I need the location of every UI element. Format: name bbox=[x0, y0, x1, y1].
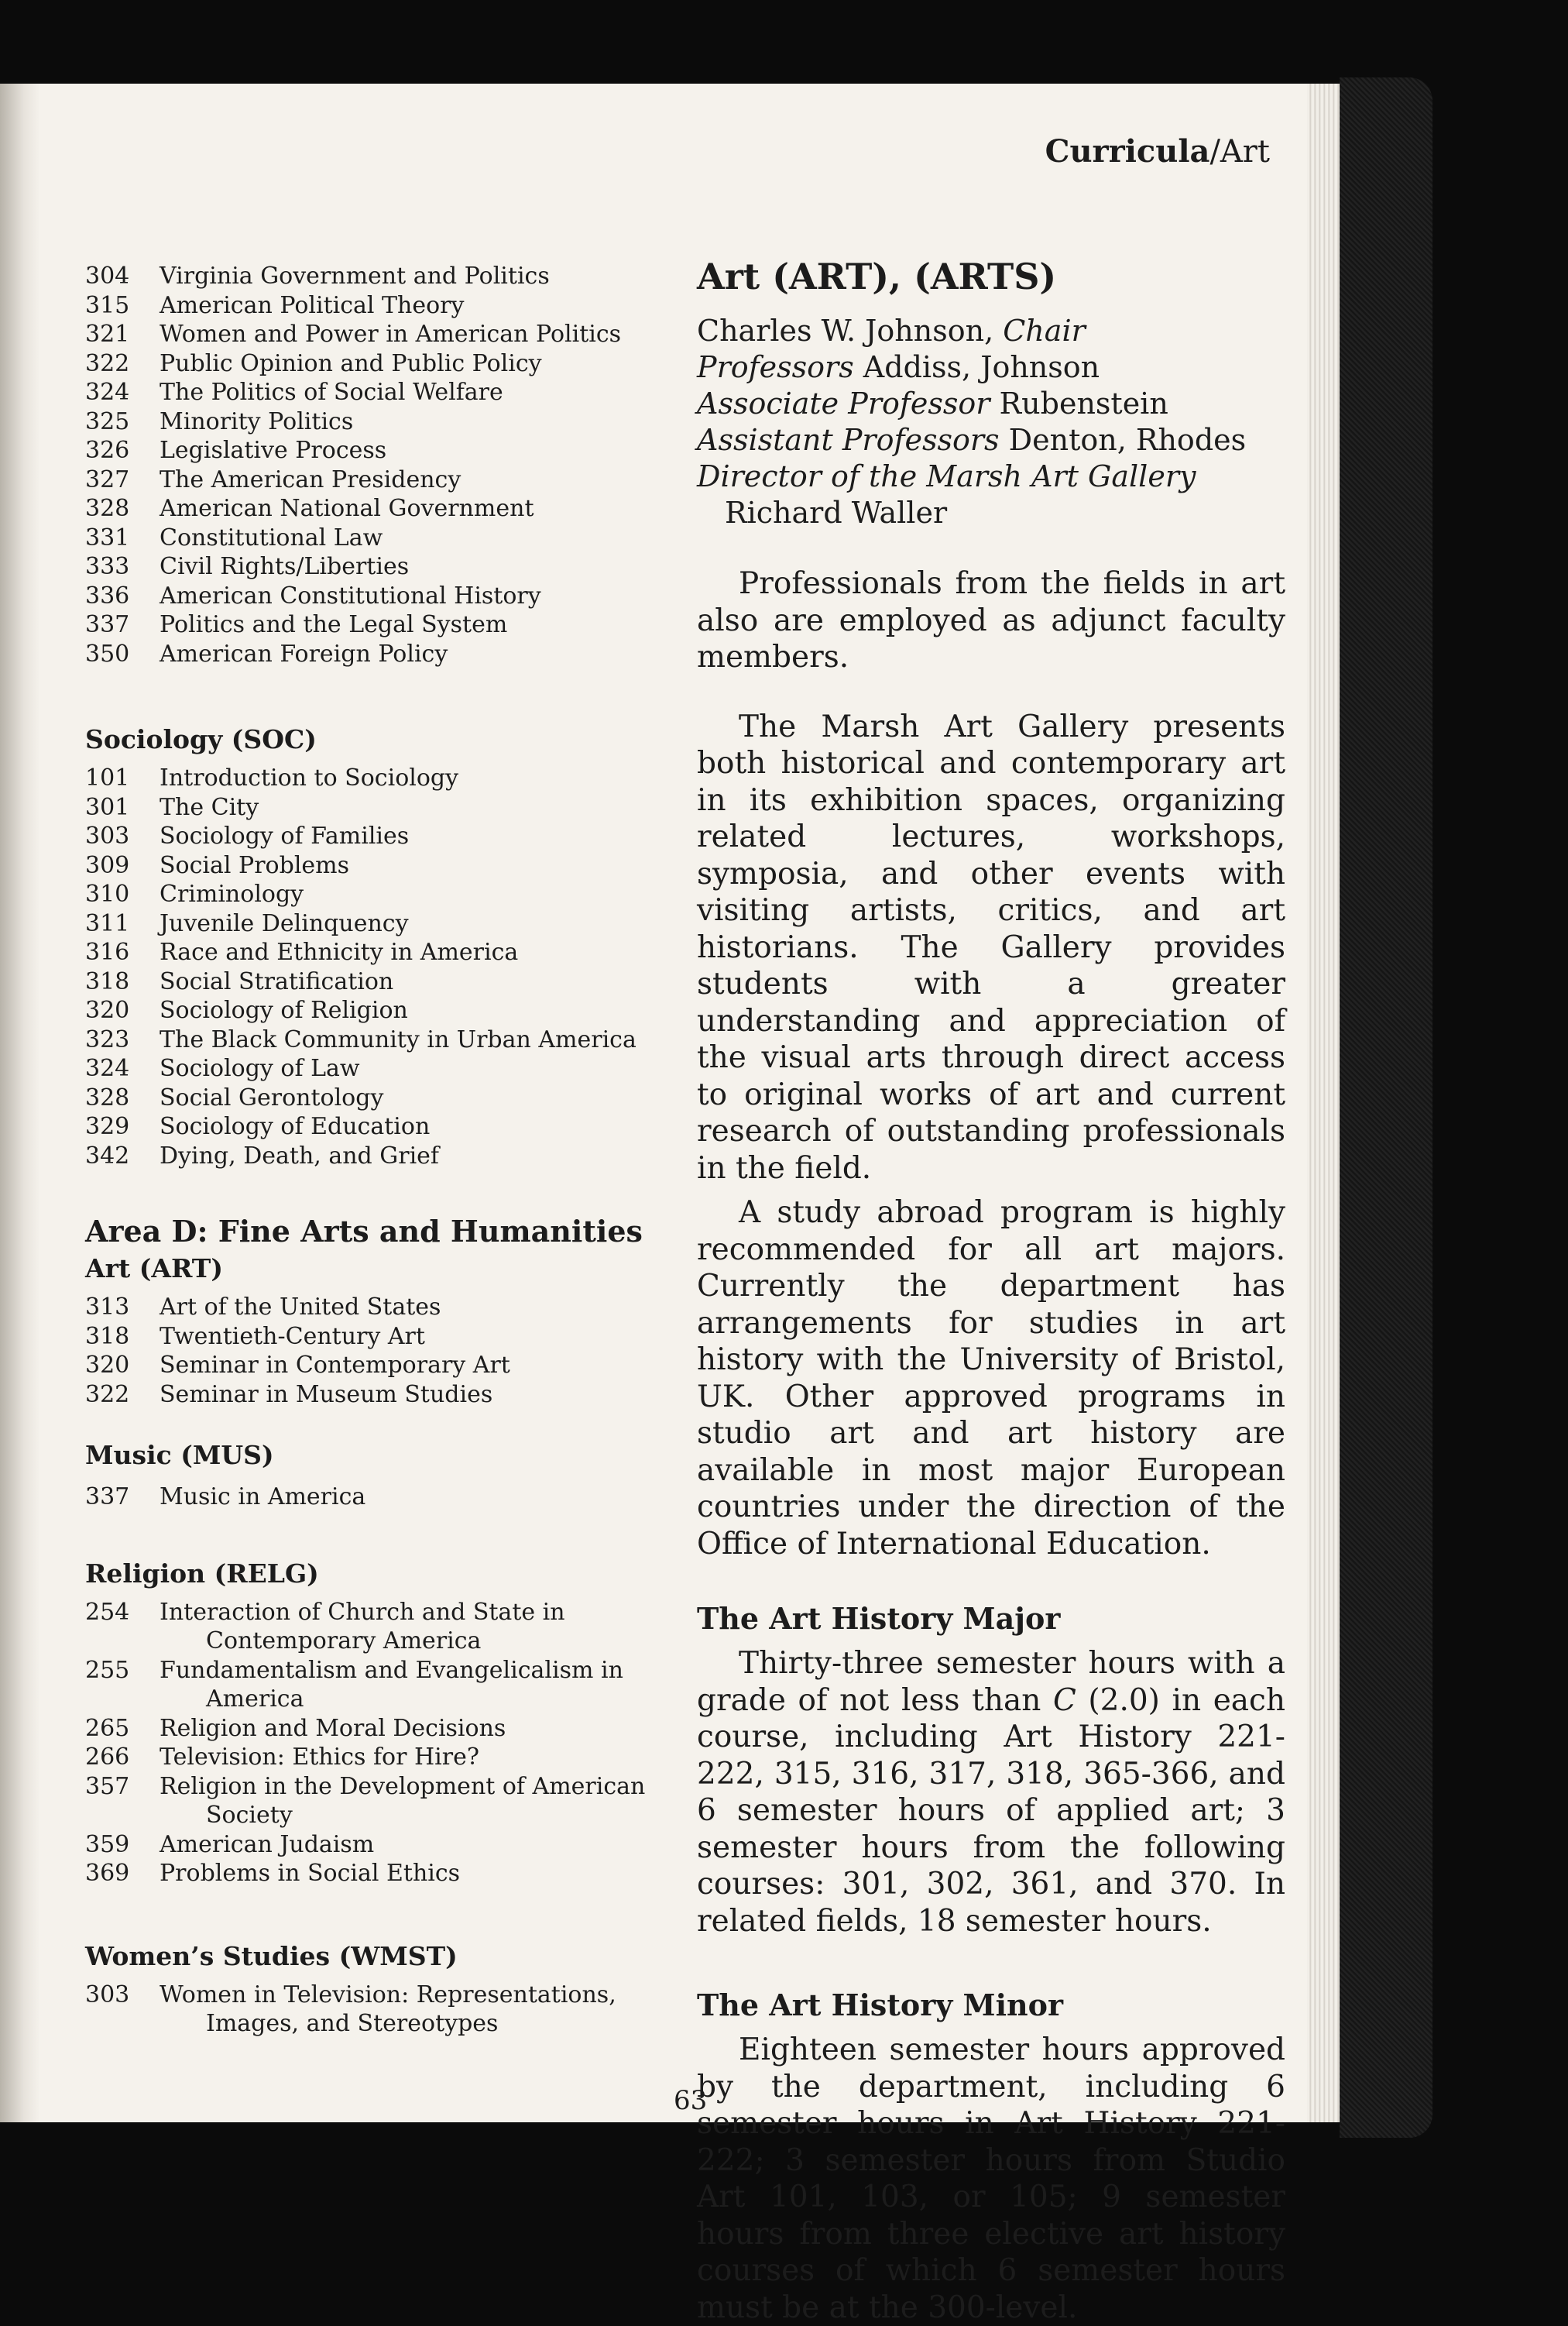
course-title: Public Opinion and Public Policy bbox=[160, 349, 542, 377]
course-number: 318 bbox=[85, 1322, 130, 1350]
course-title: Fundamentalism and Evangelicalism in America bbox=[160, 1656, 623, 1713]
course-entry bbox=[85, 1772, 674, 1830]
adjunct-paragraph: Professionals from the fields in art also are employed as adjunct faculty members. bbox=[697, 566, 1285, 675]
sociology-course-list bbox=[85, 764, 674, 1170]
religion-heading: Religion (RELG) bbox=[85, 1558, 319, 1589]
course-title: The Black Community in Urban America bbox=[160, 1026, 636, 1053]
minor-paragraph: Eighteen semester hours approved by the department, including 6 semester hours in Art History 221-222; 3 semester hours from Studio Art 101, 103, or 105; 9 semester hours from three elective art history courses of which 6 semester hours must be at the 300-level. bbox=[697, 2032, 1285, 2325]
course-number: 313 bbox=[85, 1294, 130, 1321]
course-number: 318 bbox=[85, 967, 130, 995]
course-title: American Political Theory bbox=[160, 291, 465, 319]
course-title: Seminar in Museum Studies bbox=[160, 1380, 493, 1408]
course-entry bbox=[85, 1981, 674, 2039]
header-section: Curricula bbox=[1045, 133, 1210, 170]
page-fore-edge bbox=[1307, 84, 1340, 2122]
course-number: 322 bbox=[85, 349, 130, 377]
course-entry bbox=[85, 1714, 674, 1744]
course-title: Religion in the Development of American Society bbox=[160, 1772, 646, 1829]
womens-studies-course-list bbox=[85, 1981, 674, 2039]
course-number: 359 bbox=[85, 1830, 130, 1858]
course-title: Social Gerontology bbox=[160, 1084, 384, 1111]
course-entry bbox=[85, 466, 674, 495]
course-entry bbox=[85, 1380, 674, 1410]
course-title: Twentieth-Century Art bbox=[160, 1322, 425, 1350]
major-heading: The Art History Major bbox=[697, 1601, 1061, 1636]
associate-role: Associate Professor bbox=[697, 387, 990, 421]
course-title: Religion and Moral Decisions bbox=[160, 1714, 506, 1742]
course-entry bbox=[85, 1656, 674, 1714]
course-entry bbox=[85, 764, 674, 793]
course-title: Social Problems bbox=[160, 851, 350, 879]
course-title: Women and Power in American Politics bbox=[160, 321, 622, 348]
professors-role: Professors bbox=[697, 350, 854, 384]
course-entry bbox=[85, 909, 674, 939]
course-title: Social Stratification bbox=[160, 967, 394, 995]
course-number: 327 bbox=[85, 466, 130, 493]
course-entry bbox=[85, 793, 674, 823]
course-entry bbox=[85, 610, 674, 640]
assistant-names: Denton, Rhodes bbox=[999, 423, 1247, 457]
course-entry bbox=[85, 1598, 674, 1656]
course-number: 303 bbox=[85, 1981, 130, 2008]
major-paragraph bbox=[697, 1645, 1285, 1939]
faculty-list bbox=[697, 313, 1285, 531]
course-number: 266 bbox=[85, 1744, 130, 1771]
music-heading: Music (MUS) bbox=[85, 1440, 274, 1470]
course-number: 265 bbox=[85, 1714, 130, 1742]
course-number: 316 bbox=[85, 939, 130, 966]
course-title: American Constitutional History bbox=[160, 582, 541, 610]
music-course-list bbox=[85, 1483, 674, 1512]
course-entry bbox=[85, 1084, 674, 1113]
course-title: Problems in Social Ethics bbox=[160, 1860, 461, 1887]
course-entry bbox=[85, 524, 674, 553]
course-number: 336 bbox=[85, 582, 130, 610]
course-entry bbox=[85, 320, 674, 349]
course-entry bbox=[85, 967, 674, 997]
faculty-director bbox=[697, 459, 1285, 531]
religion-course-list bbox=[85, 1598, 674, 1888]
course-number: 309 bbox=[85, 851, 130, 879]
course-number: 255 bbox=[85, 1656, 130, 1684]
course-number: 328 bbox=[85, 1084, 130, 1111]
course-entry bbox=[85, 436, 674, 466]
course-number: 357 bbox=[85, 1772, 130, 1800]
major-grade: C bbox=[1052, 1682, 1076, 1718]
course-number: 337 bbox=[85, 611, 130, 638]
course-title: Minority Politics bbox=[160, 407, 354, 435]
study-abroad-paragraph: A study abroad program is highly recommended for all art majors. Currently the department has arrangements for studies in art history with the University of Bristol, UK. Other approved programs in studio art and art history are available in most major European countries under the direction of the Office of International Education. bbox=[697, 1195, 1285, 1562]
course-title: Sociology of Families bbox=[160, 823, 410, 850]
gallery-paragraph: The Marsh Art Gallery presents both historical and contemporary art in its exhibition spaces, organizing related lectures, workshops, symposia, and other events with visiting artists, critics, and art historians. The Gallery provides students with a greater understanding and appreciation of the visual arts through direct access to original works of art and current research of outstanding professionals in the field. bbox=[697, 709, 1285, 1186]
course-entry bbox=[85, 1483, 674, 1512]
faculty-professors bbox=[697, 349, 1285, 386]
course-title: Seminar in Contemporary Art bbox=[160, 1352, 510, 1379]
course-number: 321 bbox=[85, 321, 130, 348]
course-title: The Politics of Social Welfare bbox=[160, 379, 503, 406]
course-entry bbox=[85, 1293, 674, 1322]
course-entry bbox=[85, 407, 674, 437]
course-entry bbox=[85, 552, 674, 582]
faculty-associate bbox=[697, 386, 1285, 422]
course-entry bbox=[85, 262, 674, 291]
course-number: 310 bbox=[85, 881, 130, 908]
art-heading: Art (ART) bbox=[85, 1253, 223, 1283]
womens-studies-heading: Women’s Studies (WMST) bbox=[85, 1940, 458, 1971]
area-d-heading: Area D: Fine Arts and Humanities bbox=[85, 1214, 643, 1249]
course-entry bbox=[85, 291, 674, 321]
course-entry bbox=[85, 1743, 674, 1772]
course-title: Women in Television: Representations, Images, and Stereotypes bbox=[160, 1981, 616, 2037]
course-title: Interaction of Church and State in Contemporary America bbox=[160, 1598, 565, 1654]
course-title: Juvenile Delinquency bbox=[160, 909, 409, 937]
course-number: 301 bbox=[85, 793, 130, 821]
minor-heading: The Art History Minor bbox=[697, 1988, 1064, 2022]
major-text-start: Thirty-three semester hours with a grade of not less than bbox=[697, 1646, 1285, 1718]
course-number: 369 bbox=[85, 1860, 130, 1887]
art-course-list bbox=[85, 1293, 674, 1409]
course-entry bbox=[85, 1142, 674, 1171]
course-title: Television: Ethics for Hire? bbox=[160, 1744, 479, 1771]
course-entry bbox=[85, 1112, 674, 1142]
course-number: 322 bbox=[85, 1380, 130, 1408]
course-entry bbox=[85, 640, 674, 669]
major-text-end: (2.0) in each course, including Art History 221-222, 315, 316, 317, 318, 365-366, and 6 semester hours of applied art; 3 semester hours from the following courses: 301, 302, 361, and 370. In related fields, 18 semester hours. bbox=[697, 1682, 1285, 1939]
course-title: Sociology of Religion bbox=[160, 997, 408, 1024]
course-entry bbox=[85, 996, 674, 1026]
course-number: 333 bbox=[85, 553, 130, 580]
right-column bbox=[697, 256, 1285, 2326]
book-cover bbox=[1340, 77, 1432, 2138]
course-title: Sociology of Education bbox=[160, 1113, 431, 1140]
course-entry bbox=[85, 1054, 674, 1084]
course-number: 342 bbox=[85, 1142, 130, 1170]
course-entry bbox=[85, 1026, 674, 1055]
course-number: 331 bbox=[85, 524, 130, 551]
course-title: Legislative Process bbox=[160, 437, 387, 464]
course-entry bbox=[85, 378, 674, 407]
course-entry bbox=[85, 1322, 674, 1352]
course-entry bbox=[85, 1830, 674, 1860]
course-number: 315 bbox=[85, 291, 130, 319]
faculty-assistant bbox=[697, 422, 1285, 459]
course-title: American National Government bbox=[160, 495, 534, 522]
course-title: Race and Ethnicity in America bbox=[160, 939, 519, 966]
faculty-chair bbox=[697, 313, 1285, 349]
course-number: 304 bbox=[85, 263, 130, 290]
course-number: 101 bbox=[85, 764, 130, 792]
course-title: Dying, Death, and Grief bbox=[160, 1142, 440, 1170]
page-number: 63 bbox=[674, 2085, 708, 2116]
course-entry bbox=[85, 822, 674, 851]
course-entry bbox=[85, 880, 674, 909]
course-title: Art of the United States bbox=[160, 1294, 441, 1321]
associate-names: Rubenstein bbox=[990, 387, 1168, 421]
chair-role: Chair bbox=[1003, 314, 1086, 348]
course-entry bbox=[85, 1351, 674, 1380]
art-department-title: Art (ART), (ARTS) bbox=[697, 256, 1057, 297]
left-column bbox=[85, 262, 674, 2039]
course-title: American Judaism bbox=[160, 1830, 375, 1858]
course-number: 350 bbox=[85, 640, 130, 668]
header-subsection: /Art bbox=[1209, 134, 1270, 170]
course-number: 324 bbox=[85, 1055, 130, 1082]
course-entry bbox=[85, 851, 674, 881]
running-header bbox=[1045, 133, 1270, 170]
course-title: American Foreign Policy bbox=[160, 640, 448, 668]
professors-names: Addiss, Johnson bbox=[853, 350, 1100, 384]
course-number: 320 bbox=[85, 1352, 130, 1379]
course-number: 326 bbox=[85, 437, 130, 464]
course-number: 311 bbox=[85, 909, 130, 937]
course-title: The American Presidency bbox=[160, 466, 461, 493]
director-name: Richard Waller bbox=[725, 496, 948, 530]
course-entry bbox=[85, 494, 674, 524]
chair-name: Charles W. Johnson, bbox=[697, 314, 1004, 348]
course-entry bbox=[85, 349, 674, 379]
course-number: 303 bbox=[85, 823, 130, 850]
course-title: Sociology of Law bbox=[160, 1055, 360, 1082]
course-title: Criminology bbox=[160, 881, 304, 908]
director-role: Director of the Marsh Art Gallery bbox=[697, 459, 1196, 493]
course-number: 320 bbox=[85, 997, 130, 1024]
course-title: Constitutional Law bbox=[160, 524, 383, 551]
assistant-role: Assistant Professors bbox=[697, 423, 1000, 457]
course-title: Virginia Government and Politics bbox=[160, 263, 550, 290]
sociology-heading: Sociology (SOC) bbox=[85, 724, 317, 754]
page-gutter bbox=[0, 84, 40, 2122]
course-title: Politics and the Legal System bbox=[160, 611, 508, 638]
course-title: The City bbox=[160, 793, 259, 821]
course-entry bbox=[85, 938, 674, 967]
politics-course-list bbox=[85, 262, 674, 668]
course-number: 254 bbox=[85, 1598, 130, 1626]
course-number: 328 bbox=[85, 495, 130, 522]
course-entry bbox=[85, 582, 674, 611]
course-title: Music in America bbox=[160, 1483, 366, 1510]
course-number: 324 bbox=[85, 379, 130, 406]
course-title: Civil Rights/Liberties bbox=[160, 553, 410, 580]
course-number: 337 bbox=[85, 1483, 130, 1510]
course-number: 329 bbox=[85, 1113, 130, 1140]
course-number: 325 bbox=[85, 407, 130, 435]
course-entry bbox=[85, 1859, 674, 1888]
course-number: 323 bbox=[85, 1026, 130, 1053]
course-title: Introduction to Sociology bbox=[160, 764, 459, 792]
